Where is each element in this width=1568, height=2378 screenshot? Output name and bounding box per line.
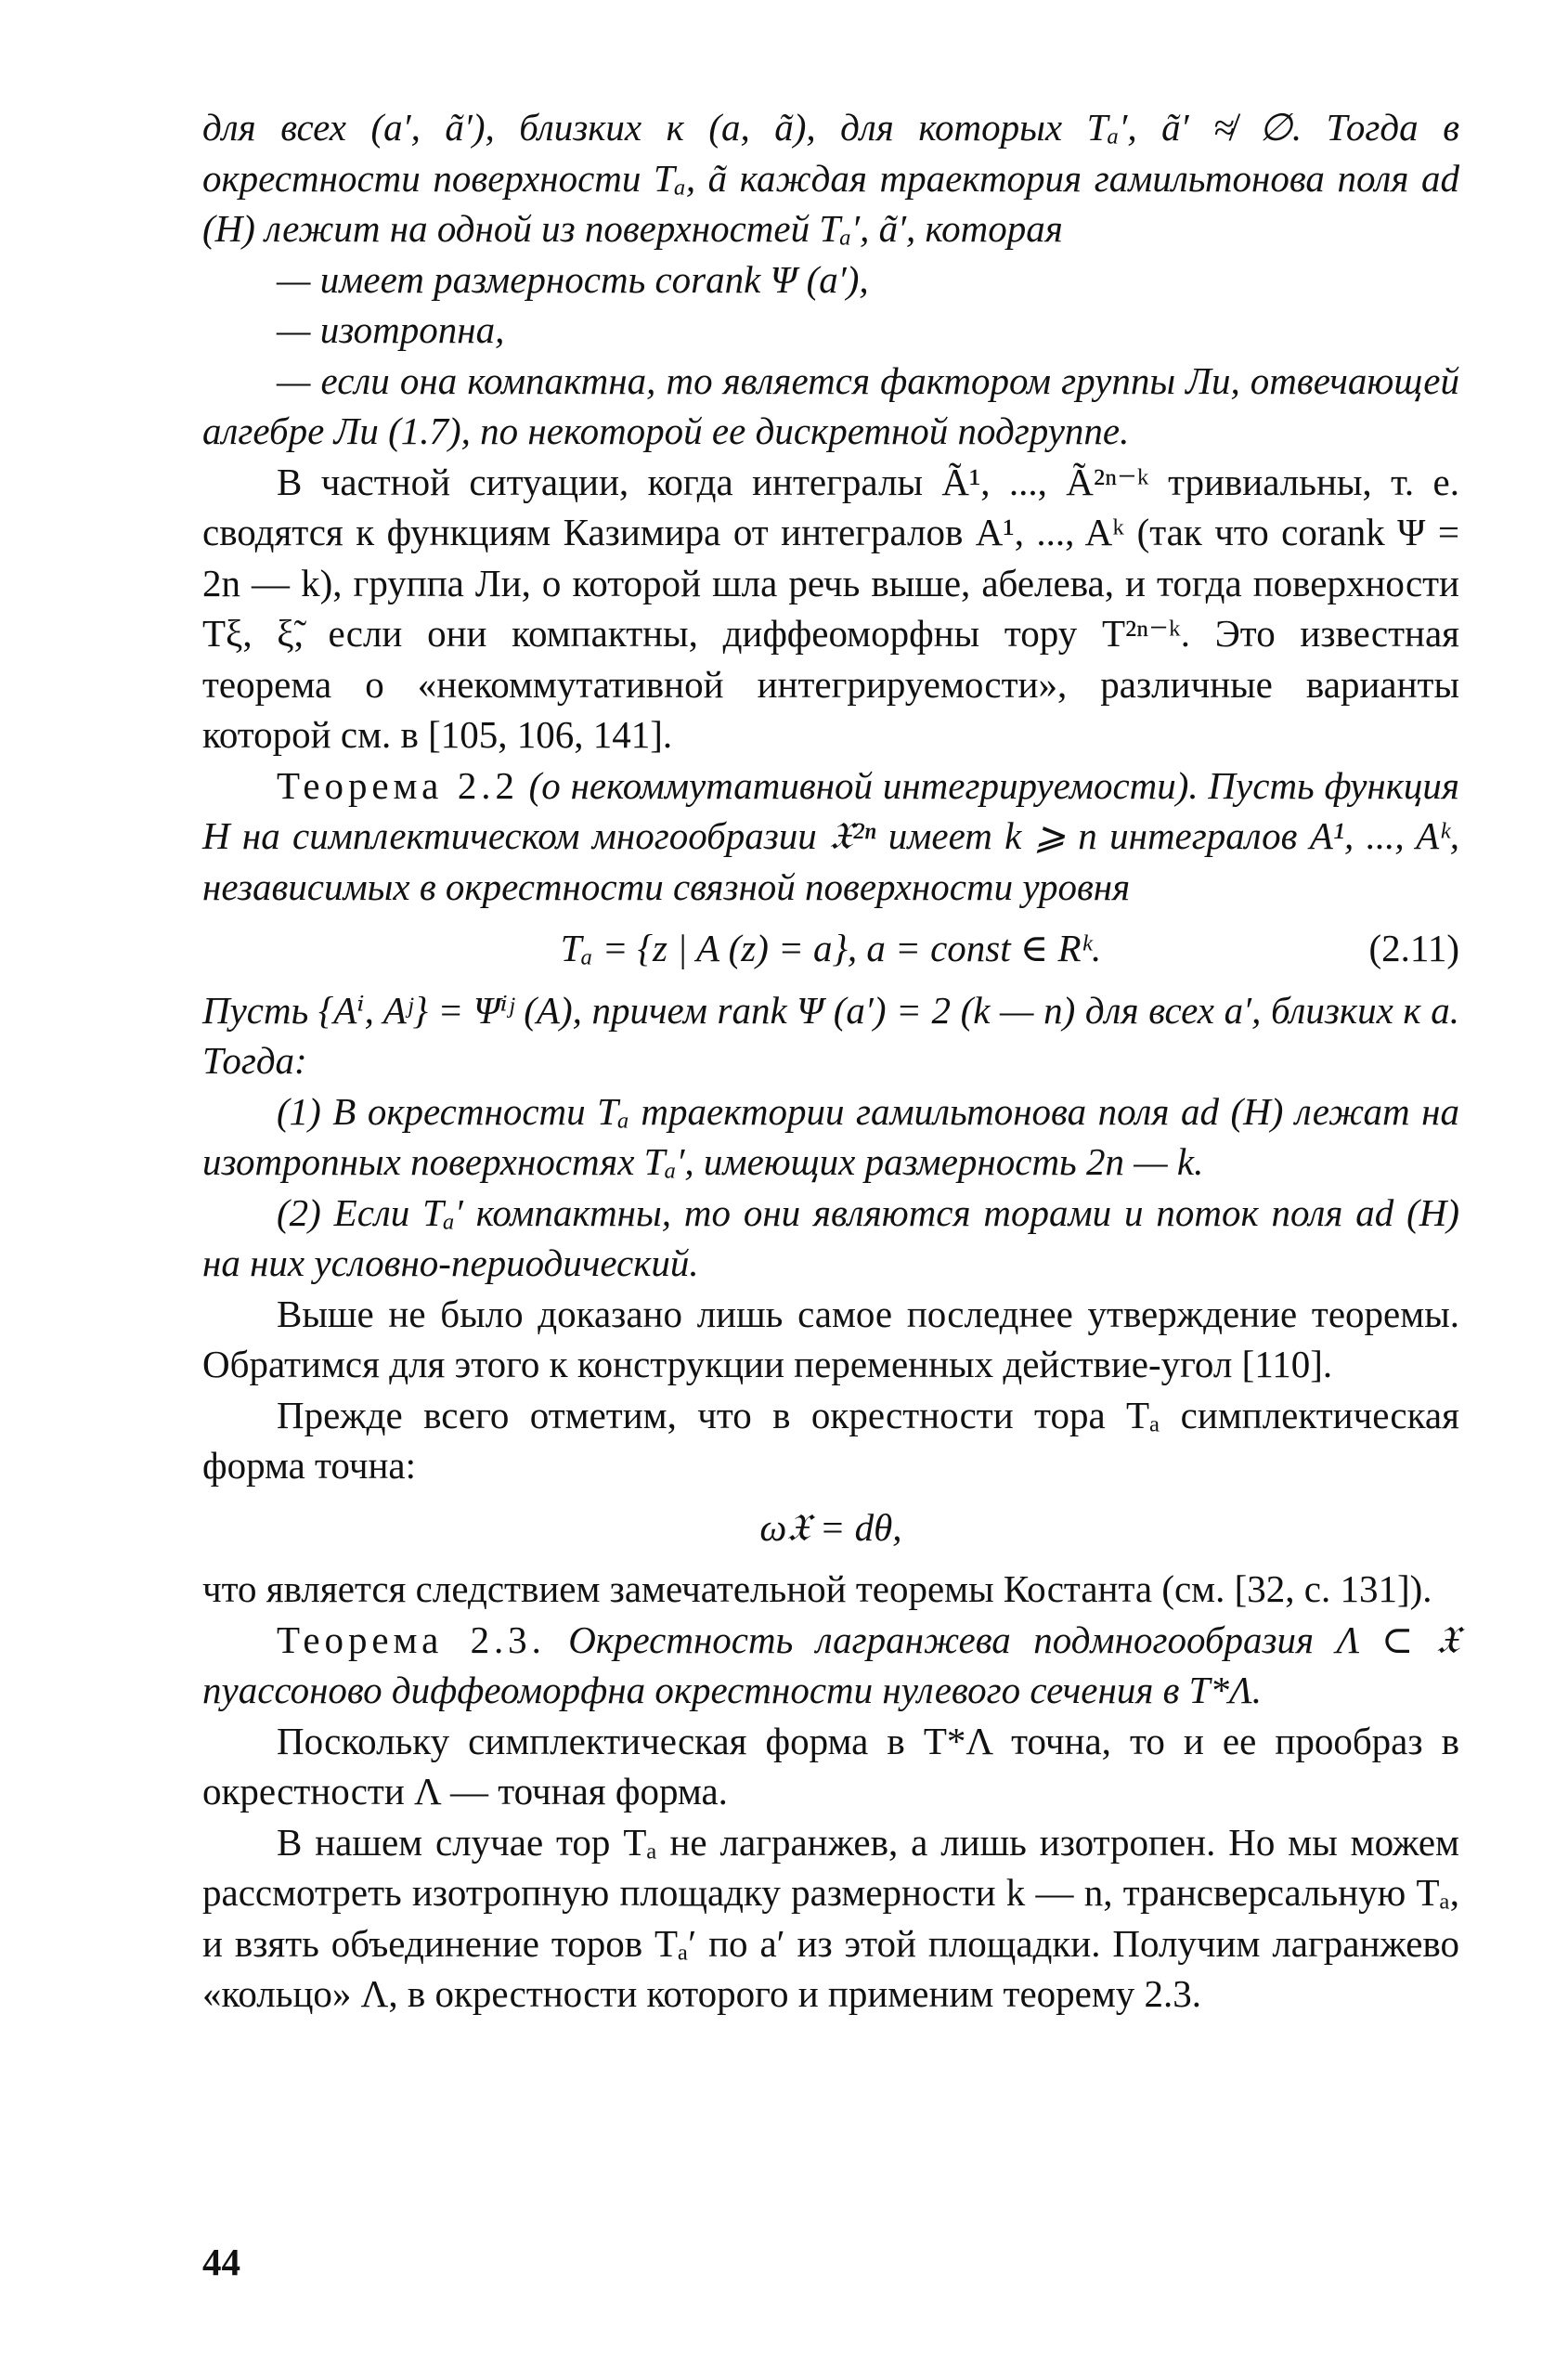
display-formula — [202, 1502, 1459, 1553]
equation-number: (2.11) — [1368, 927, 1459, 969]
display-formula — [202, 923, 1459, 974]
paragraph: В нашем случае тор Tₐ не лагранжев, а лишь изотропен. Но мы можем рассмотреть изотропную площадку размерности k — n, трансверсальную Tₐ, и взять объединение торов Tₐ′ по a′ из этой площадки. Получим лагранжево «кольцо» Λ, в окрестности которого и применим теорему 2.3. — [202, 1820, 1459, 2015]
theorem-statement: (о некоммутативной интегрируемости). Пусть функция H на симплектическом многообразии 𝔛²ⁿ имеет k ⩾ n интегралов A¹, ..., Aᵏ, независимых в окрестности связной поверхности уровня — [202, 763, 1459, 908]
paragraph: Пусть {Aⁱ, Aʲ} = Ψⁱʲ (A), причем rank Ψ (a′) = 2 (k — n) для всех a′, близких к a. Тогда: — [202, 988, 1459, 1082]
theorem-paragraph — [202, 760, 1459, 913]
paragraph: — имеет размерность corank Ψ (a′), — [277, 257, 869, 301]
paragraph: — если она компактна, то является фактором группы Ли, отвечающей алгебре Ли (1.7), по некоторой ее дискретной подгруппе. — [202, 358, 1459, 452]
paragraph: Поскольку симплектическая форма в T*Λ точна, то и ее прообраз в окрестности Λ — точная форма. — [202, 1719, 1459, 1813]
text-column — [202, 102, 1459, 2020]
theorem-label: Теорема 2.2 — [277, 763, 519, 807]
paragraph: для всех (a′, ã′), близких к (a, ã), для которых Tₐ′, ã′ ≉ ∅. Тогда в окрестности поверхности Tₐ, ã каждая траектория гамильтонова поля ad (H) лежит на одной из поверхностей Tₐ′, ã′, которая — [202, 106, 1459, 250]
formula-expression: ω𝔛 = dθ, — [759, 1505, 902, 1549]
page-number: 44 — [202, 2241, 240, 2283]
paragraph: В частной ситуации, когда интегралы Ã¹, ..., Ã²ⁿ⁻ᵏ тривиальны, т. е. сводятся к функциям Казимира от интегралов A¹, ..., Aᵏ (так что corank Ψ = 2n — k), группа Ли, о которой шла речь выше, абелева, и тогда поверхности Tξ, ξ̃, если они компактны, диффеоморфны тору T²ⁿ⁻ᵏ. Это известная теорема о «некоммутативной интегрируемости», различные варианты которой см. в [105, 106, 141]. — [202, 460, 1459, 756]
theorem-paragraph — [202, 1615, 1459, 1716]
paragraph: Прежде всего отметим, что в окрестности тора Tₐ симплектическая форма точна: — [202, 1393, 1459, 1487]
paragraph: (2) Если Tₐ′ компактны, то они являются торами и поток поля ad (H) на них условно-периодический. — [202, 1190, 1459, 1284]
theorem-label: Теорема 2.3. — [277, 1618, 546, 1661]
paragraph: (1) В окрестности Tₐ траектории гамильтонова поля ad (H) лежат на изотропных поверхностях Tₐ′, имеющих размерность 2n — k. — [202, 1089, 1459, 1183]
paragraph: Выше не было доказано лишь самое последнее утверждение теоремы. Обратимся для этого к конструкции переменных действие-угол [110]. — [202, 1292, 1459, 1385]
formula-expression: Tₐ = {z | A (z) = a}, a = const ∈ Rᵏ. — [560, 927, 1102, 969]
paragraph: — изотропна, — [277, 308, 505, 351]
paragraph: что является следствием замечательной теоремы Костанта (см. [32, с. 131]). — [202, 1567, 1432, 1610]
theorem-statement: Окрестность лагранжева подмногообразия Λ ⊂ 𝔛 пуассоново диффеоморфна окрестности нулевого сечения в T*Λ. — [202, 1618, 1459, 1711]
